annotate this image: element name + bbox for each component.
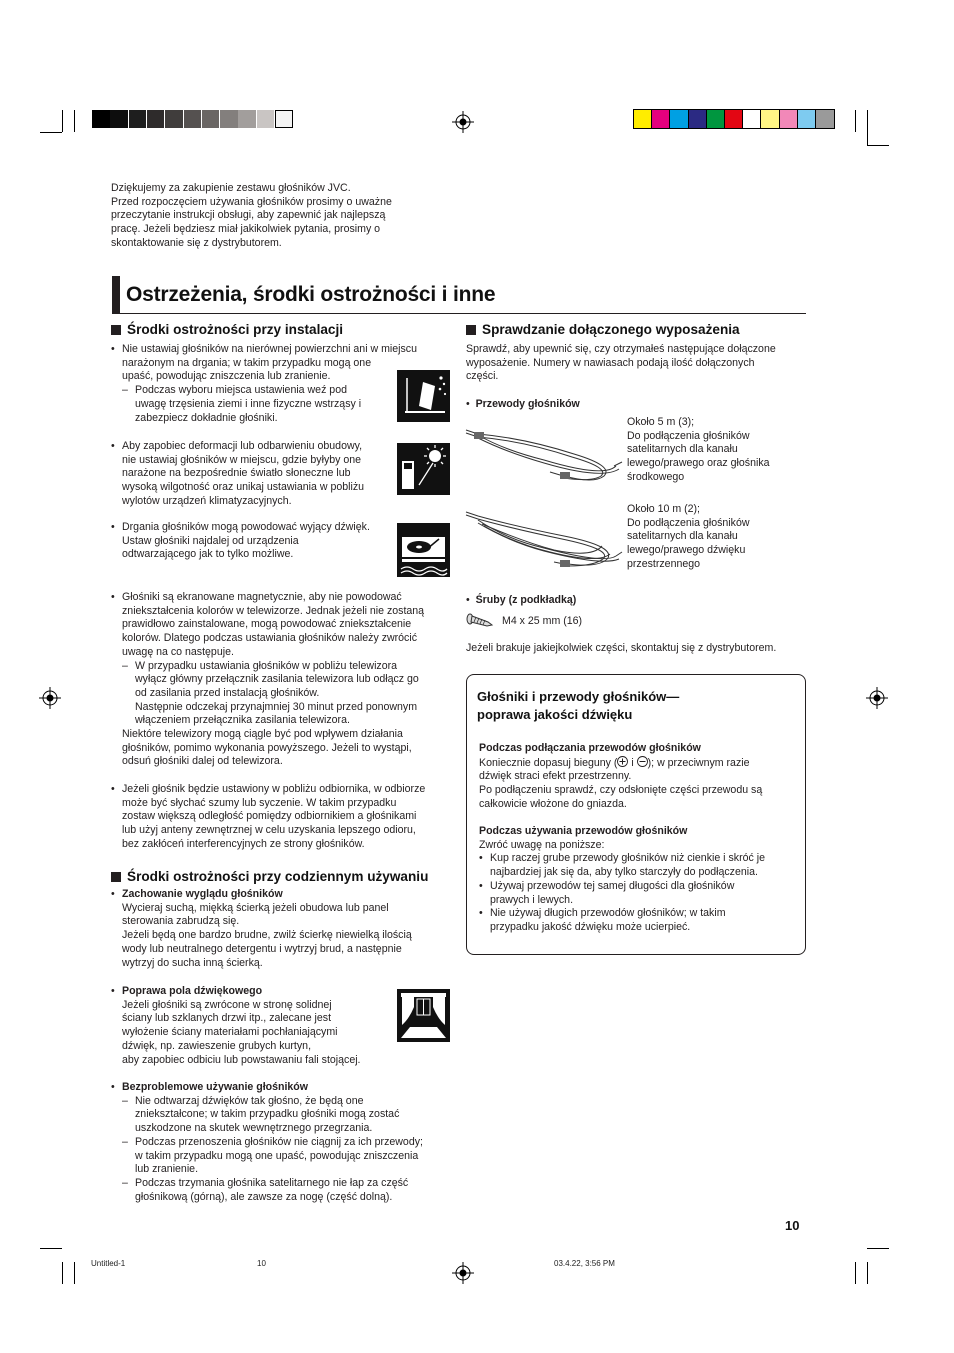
gray-swatch (92, 110, 110, 128)
daily-use-heading: Środki ostrożności przy codziennym używaniu (111, 869, 428, 884)
color-swatch (634, 110, 652, 128)
gray-swatch (220, 110, 238, 128)
screws-title: • Śruby (z podkładką) (466, 594, 577, 606)
gray-swatch (110, 110, 128, 128)
crop-mark-icon (62, 1262, 63, 1284)
cable-5m-text: Około 5 m (3); Do podłączenia głośników satelitarnych dla kanału lewego/prawego oraz głośnika środkowego (627, 416, 770, 483)
color-swatch (816, 110, 834, 128)
box-using-section: Podczas używania przewodów głośników Zwróć uwagę na poniższe: • Kup raczej grube przewody głośników niż cienkie i skróć je najbardziej jak się da, aby tylko starczyły do podłączenia. • Używaj przewodów tej samej długości dla głośników prawych i lewych. • Nie używaj długich przewodów głośników; w takim przypadku jakość dźwięku może ucierpieć. (479, 825, 765, 933)
install-heading: Środki ostrożności przy instalacji (111, 322, 343, 337)
page-number: 10 (785, 1218, 800, 1233)
color-swatch (725, 110, 743, 128)
check-intro: Sprawdź, aby upewnić się, czy otrzymałeś następujące dołączone wyposażenie. Numery w nawiasach podają ilość dołączonych części. (466, 343, 776, 383)
intro-text: Dziękujemy za zakupienie zestawu głośników JVC. Przed rozpoczęciem używania głośników prosimy o uważne przeczytanie instrukcji obsługi, aby zapewnić jak najlepszą pracę. Jeżeli będziesz miał jakikolwiek pytania, prosimy o skontaktowanie się z dystrybutorem. (111, 182, 392, 249)
screws-spec: M4 x 25 mm (16) (502, 615, 583, 627)
crop-mark-icon (855, 1262, 856, 1284)
footer-page: 10 (257, 1259, 266, 1268)
title-bar (112, 276, 120, 313)
room-curtain-icon (397, 989, 450, 1042)
registration-mark-icon (39, 687, 61, 709)
gray-swatch (129, 110, 147, 128)
install-item-2: • Aby zapobiec deformacji lub odbarwieniu obudowy, nie ustawiaj głośników w miejscu, gdzie byłyby one narażone na bezpośrednie światło słoneczne lub wysoką wilgotność oraz unikaj ustawiania w pobliżu wylotów urządzeń klimatyzacyjnych. (111, 440, 365, 507)
install-item-5: • Jeżeli głośnik będzie ustawiony w pobliżu odbiornika, w odbiorze może być słychać szumy lub syczenie. W takim przypadku zostaw większą odległość pomiędzy odbiornikiem a głośnikami lub użyj anteny zewnętrznej w celu uzyskania lepszego odioru, bez zakłóceń interferencyjnych ze strony głośników. (111, 783, 426, 850)
color-swatch (743, 110, 761, 128)
registration-mark-icon (866, 687, 888, 709)
crop-mark-icon (40, 132, 62, 133)
check-equipment-heading: Sprawdzanie dołączonego wyposażenia (466, 322, 740, 337)
gray-swatch (238, 110, 256, 128)
registration-mark-icon (452, 111, 474, 133)
box-title: Głośniki i przewody głośników— poprawa jakości dźwięku (477, 689, 680, 722)
color-swatch (652, 110, 670, 128)
daily-item-2: • Poprawa pola dźwiękowego Jeżeli głośniki są zwrócone w stronę solidnej ściany lub szklanych drzwi itp., zalecane jest wyłożenie ściany materiałami pochłaniającymi dźwięk, np. zawieszenie grubych kurtyn, aby zapobiec odbiciu lub powstawaniu fali stojącej. (111, 985, 361, 1066)
warning-sun-icon (397, 443, 450, 495)
crop-mark-icon (855, 110, 856, 132)
plus-icon (617, 756, 628, 767)
color-swatch (798, 110, 816, 128)
footer-file: Untitled-1 (91, 1259, 126, 1268)
gray-swatch (275, 110, 293, 128)
cables-title: • Przewody głośników (466, 398, 580, 410)
gray-swatch (257, 110, 275, 128)
gray-swatch (165, 110, 183, 128)
speaker-cable-icon (464, 506, 624, 576)
page-title: Ostrzeżenia, środki ostrożności i inne (126, 283, 496, 306)
color-swatch (689, 110, 707, 128)
install-item-1: • Nie ustawiaj głośników na nierównej powierzchni ani w miejscu narażonym na drgania; w takim przypadku mogą one upaść, powodując zniszczenia lub zranienie. – Podczas wyboru miejsca ustawienia weź pod uwagę trzęsienia ziemi i inne fizyczne wstrząsy i zabezpiecz dokładnie głośniki. (111, 343, 417, 424)
footer-date: 03.4.22, 3:56 PM (554, 1259, 615, 1268)
crop-mark-icon (74, 1262, 75, 1284)
cable-10m-text: Około 10 m (2); Do podłączenia głośników satelitarnych dla kanału lewego/prawego dźwięku przestrzennego (627, 503, 750, 570)
crop-mark-icon (867, 110, 868, 145)
registration-mark-icon (452, 1262, 474, 1284)
color-swatch (670, 110, 688, 128)
gray-swatch (184, 110, 202, 128)
warning-turntable-icon (397, 523, 450, 577)
gray-swatch (147, 110, 165, 128)
color-swatch (780, 110, 798, 128)
box-connecting-section: Podczas podłączania przewodów głośników Koniecznie dopasuj bieguny ( i ); w przeciwnym razie dźwięk straci efekt przestrzenny. Po podłączeniu sprawdź, czy odsłonięte części przewodu są całkowicie włożone do gniazda. (479, 742, 763, 810)
crop-mark-icon (62, 110, 63, 132)
crop-mark-icon (867, 1248, 889, 1249)
speaker-cable-icon (464, 420, 624, 490)
crop-mark-icon (867, 1262, 868, 1284)
crop-mark-icon (40, 1248, 62, 1249)
crop-mark-icon (867, 145, 889, 146)
minus-icon (637, 756, 648, 767)
daily-item-3: • Bezproblemowe używanie głośników – Nie odtwarzaj dźwięków tak głośno, że będą one zniekształcone; w takim przypadku głośniki mogą zostać uszkodzone na skutek wewnętrznego przegrzania. – Podczas przenoszenia głośników nie ciągnij za ich przewody; w takim przypadku mogą one upaść, powodując zniszczenia lub zranienie. – Podczas trzymania głośnika satelitarnego nie łap za część głośnikową (górną), ale zawsze za nogę (część dolną). (111, 1081, 423, 1203)
color-swatch (761, 110, 779, 128)
crop-mark-icon (74, 110, 75, 132)
daily-item-1: • Zachowanie wyglądu głośników Wycieraj suchą, miękką ścierką jeżeli obudowa lub panel sterowania zabrudzą się. Jeżeli będą one bardzo brudne, zwilż ścierkę niewielką ilością wody lub neutralnego detergentu i wytrzyj brud, a następnie wytrzyj do sucha inną ścierką. (111, 888, 412, 969)
warning-tipping-icon (397, 370, 450, 422)
install-item-3: • Drgania głośników mogą powodować wyjący dźwięk. Ustaw głośniki najdalej od urządzenia odtwarzającego jak to tylko możliwe. (111, 521, 370, 561)
gray-swatch (202, 110, 220, 128)
title-rule (112, 313, 806, 314)
screw-icon (466, 612, 494, 630)
color-swatch (707, 110, 725, 128)
missing-parts-note: Jeżeli brakuje jakiejkolwiek części, skontaktuj się z dystrybutorem. (466, 642, 777, 654)
install-item-4: • Głośniki są ekranowane magnetycznie, aby nie powodować zniekształcenia kolorów w telewizorze. Jednak jeżeli nie zostaną prawidłowo zainstalowane, mogą powodować zniekształcenie kolorów. Dlatego podczas ustawiania głośników należy zwrócić uwagę na co następuje. – W przypadku ustawiania głośników w pobliżu telewizora wyłącz główny przełącznik zasilania telewizora lub odłącz go od zasilania przed instalacją głośników. Następnie odczekaj przynajmniej 30 minut przed ponownym włączeniem przełącznika zasilania telewizora. Niektóre telewizory mogą ciągle być pod wpływem działania głośników, pomimo wykonania powyższego. Jeżeli to wystąpi, odsuń głośniki dalej od telewizora. (111, 591, 425, 768)
